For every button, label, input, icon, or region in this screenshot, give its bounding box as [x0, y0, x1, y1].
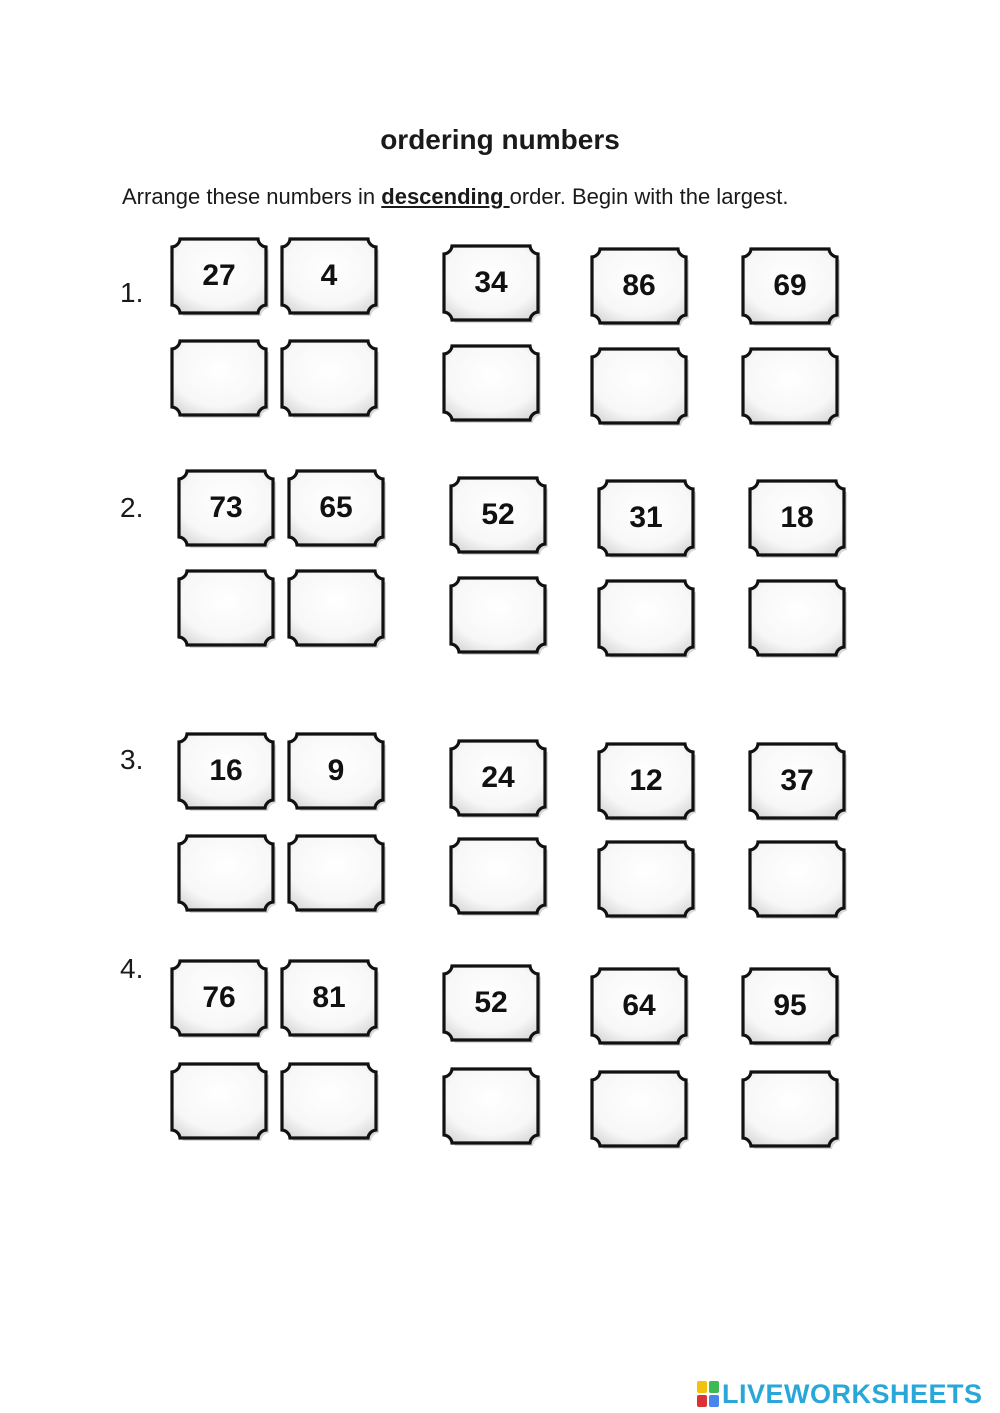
number-value: 27	[202, 259, 236, 292]
answer-box[interactable]	[598, 841, 694, 917]
answer-box[interactable]	[171, 340, 267, 416]
number-value: 73	[209, 491, 243, 524]
answer-box[interactable]	[178, 835, 274, 911]
question-number: 4.	[120, 953, 144, 984]
number-tile[interactable]	[288, 470, 384, 546]
answer-box[interactable]	[171, 1063, 267, 1139]
number-value: 31	[629, 501, 663, 534]
answer-box[interactable]	[443, 1068, 539, 1144]
number-tile[interactable]	[171, 238, 267, 314]
number-tile[interactable]	[591, 248, 687, 324]
number-value: 16	[209, 754, 243, 787]
number-value: 64	[622, 989, 656, 1022]
number-value: 24	[481, 761, 515, 794]
question-number: 2.	[120, 492, 144, 523]
number-value: 9	[327, 754, 345, 787]
instructions	[122, 184, 788, 210]
answer-box[interactable]	[450, 577, 546, 653]
number-tile[interactable]	[598, 480, 694, 556]
answer-box[interactable]	[591, 1071, 687, 1147]
instruction-text-end: order. Begin with the largest.	[509, 184, 789, 209]
answer-box[interactable]	[749, 841, 845, 917]
number-tile[interactable]	[598, 743, 694, 819]
instruction-keyword: descending	[381, 184, 510, 209]
number-value: 76	[202, 981, 236, 1014]
number-value: 52	[474, 986, 508, 1019]
number-value: 65	[319, 491, 353, 524]
instruction-text-start: Arrange these numbers in	[122, 184, 382, 209]
answer-box[interactable]	[443, 345, 539, 421]
answer-box[interactable]	[288, 570, 384, 646]
number-tile[interactable]	[178, 470, 274, 546]
number-value: 37	[780, 764, 814, 797]
number-value: 52	[481, 498, 515, 531]
number-tile[interactable]	[742, 248, 838, 324]
number-tile[interactable]	[288, 733, 384, 809]
number-tile[interactable]	[450, 477, 546, 553]
number-tile[interactable]	[749, 743, 845, 819]
number-tile[interactable]	[450, 740, 546, 816]
logo-blocks-icon	[697, 1381, 719, 1407]
answer-box[interactable]	[281, 340, 377, 416]
answer-box[interactable]	[450, 838, 546, 914]
number-value: 34	[474, 266, 508, 299]
answer-box[interactable]	[281, 1063, 377, 1139]
number-tile[interactable]	[281, 238, 377, 314]
answer-box[interactable]	[178, 570, 274, 646]
number-tile[interactable]	[178, 733, 274, 809]
number-tile[interactable]	[281, 960, 377, 1036]
logo-brand-text: LIVEWORKSHEETS	[722, 1378, 983, 1409]
number-tile[interactable]	[171, 960, 267, 1036]
number-value: 81	[312, 981, 346, 1014]
answer-box[interactable]	[742, 1071, 838, 1147]
answer-box[interactable]	[742, 348, 838, 424]
number-value: 12	[629, 764, 663, 797]
number-value: 86	[622, 269, 656, 302]
number-tile[interactable]	[742, 968, 838, 1044]
answer-box[interactable]	[591, 348, 687, 424]
question-number: 1.	[120, 277, 144, 308]
number-tile[interactable]	[443, 965, 539, 1041]
number-value: 18	[780, 501, 814, 534]
number-tile[interactable]	[749, 480, 845, 556]
answer-box[interactable]	[749, 580, 845, 656]
liveworksheets-logo	[697, 1376, 983, 1412]
question-number: 3.	[120, 744, 144, 775]
answer-box[interactable]	[288, 835, 384, 911]
page-title: ordering numbers	[380, 124, 620, 155]
number-value: 4	[320, 259, 338, 292]
answer-box[interactable]	[598, 580, 694, 656]
number-tile[interactable]	[443, 245, 539, 321]
number-tile[interactable]	[591, 968, 687, 1044]
number-value: 69	[773, 269, 807, 302]
number-value: 95	[773, 989, 807, 1022]
